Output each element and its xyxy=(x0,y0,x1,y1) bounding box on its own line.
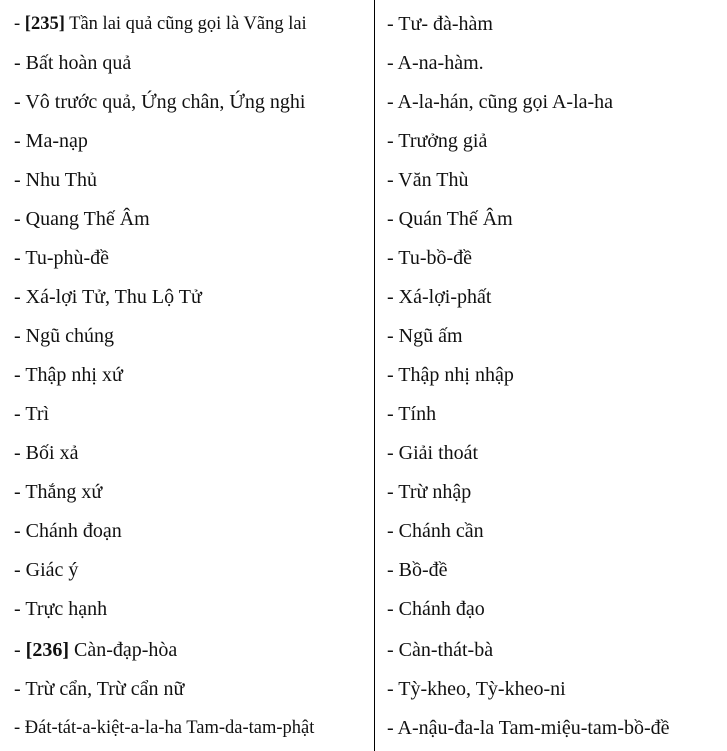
term-text: Thập nhị xứ xyxy=(25,364,123,386)
left-term-row xyxy=(14,637,177,663)
right-term-row: - Ngũ ấm xyxy=(387,325,463,347)
right-term-row: - Tư- đà-hàm xyxy=(387,13,493,35)
right-term-row: - Tính xyxy=(387,403,437,425)
bullet-dash: - xyxy=(14,208,26,230)
term-text: Quang Thế Âm xyxy=(25,208,150,230)
term-text: Vô trước quả, Ứng chân, Ứng nghi xyxy=(25,91,306,113)
bullet-dash: - xyxy=(14,130,26,152)
right-term-row: - Văn Thù xyxy=(387,169,469,191)
section-number: [236] xyxy=(25,639,69,661)
left-term-row xyxy=(14,479,102,505)
left-term-row xyxy=(14,50,131,76)
bullet-dash: - xyxy=(14,91,26,113)
bullet-dash: - xyxy=(14,364,26,386)
bullet-dash: - xyxy=(14,14,25,34)
left-term-row xyxy=(14,167,97,193)
section-number: [235] xyxy=(24,14,65,34)
right-term-row: - Thập nhị nhập xyxy=(387,364,514,386)
right-term-row: - Chánh cần xyxy=(387,520,484,542)
bullet-dash: - xyxy=(14,678,26,700)
bullet-dash: - xyxy=(14,559,26,581)
left-term-row xyxy=(14,596,107,622)
left-term-row xyxy=(14,518,122,544)
left-term-row xyxy=(14,284,202,310)
term-text: Thắng xứ xyxy=(25,481,103,503)
term-text: Nhu Thủ xyxy=(25,169,97,191)
term-text: Trừ cẩn, Trừ cẩn nữ xyxy=(25,678,185,700)
bullet-dash: - xyxy=(14,52,26,74)
bullet-dash: - xyxy=(14,169,26,191)
right-term-row: - Chánh đạo xyxy=(387,598,485,620)
right-term-row: - Tỳ-kheo, Tỳ-kheo-ni xyxy=(387,678,566,700)
bullet-dash: - xyxy=(14,639,26,661)
bullet-dash: - xyxy=(14,403,26,425)
right-term-row: - Quán Thế Âm xyxy=(387,208,513,230)
right-term-row: - A-na-hàm. xyxy=(387,52,484,74)
term-text: Đát-tát-a-kiệt-a-la-ha Tam-da-tam-phật xyxy=(24,718,315,738)
right-term-row: - Xá-lợi-phất xyxy=(387,286,492,308)
term-text: Giác ý xyxy=(25,559,79,581)
column-divider xyxy=(374,0,375,751)
left-term-row xyxy=(14,440,78,466)
term-text: Tu-phù-đề xyxy=(25,247,110,269)
bullet-dash: - xyxy=(14,718,25,738)
left-term-row xyxy=(14,11,307,37)
left-term-row xyxy=(14,245,109,271)
left-term-row xyxy=(14,401,49,427)
left-term-row xyxy=(14,362,123,388)
bullet-dash: - xyxy=(14,481,26,503)
term-text: Chánh đoạn xyxy=(25,520,122,542)
bullet-dash: - xyxy=(14,520,26,542)
left-term-row xyxy=(14,676,184,702)
left-term-row xyxy=(14,715,314,741)
bullet-dash: - xyxy=(14,598,26,620)
left-term-row xyxy=(14,89,306,115)
left-term-row xyxy=(14,206,150,232)
right-term-row: - Bồ-đề xyxy=(387,559,448,581)
term-text: Bất hoàn quả xyxy=(25,52,132,74)
left-term-row xyxy=(14,128,88,154)
right-term-row: - A-la-hán, cũng gọi A-la-ha xyxy=(387,91,614,113)
bullet-dash: - xyxy=(14,286,26,308)
bullet-dash: - xyxy=(14,325,26,347)
bullet-dash: - xyxy=(14,442,26,464)
left-term-row xyxy=(14,323,114,349)
term-text: Bối xả xyxy=(25,442,79,464)
bullet-dash: - xyxy=(14,247,26,269)
right-term-row: - Giải thoát xyxy=(387,442,479,464)
term-text: Tần lai quả cũng gọi là Vãng lai xyxy=(64,14,307,34)
term-text: Trực hạnh xyxy=(25,598,108,620)
term-text: Xá-lợi Tử, Thu Lộ Tử xyxy=(25,286,202,308)
right-term-row: - A-nậu-đa-la Tam-miệu-tam-bồ-đề xyxy=(387,717,670,739)
term-text: Ma-nạp xyxy=(25,130,88,152)
term-text: Ngũ chúng xyxy=(25,325,114,347)
right-term-row: - Trừ nhập xyxy=(387,481,472,503)
term-text: Càn-đạp-hòa xyxy=(69,639,178,661)
right-term-row: - Càn-thát-bà xyxy=(387,639,494,661)
right-term-row: - Trưởng giả xyxy=(387,130,488,152)
left-term-row xyxy=(14,557,78,583)
term-text: Trì xyxy=(25,403,50,425)
right-term-row: - Tu-bồ-đề xyxy=(387,247,473,269)
